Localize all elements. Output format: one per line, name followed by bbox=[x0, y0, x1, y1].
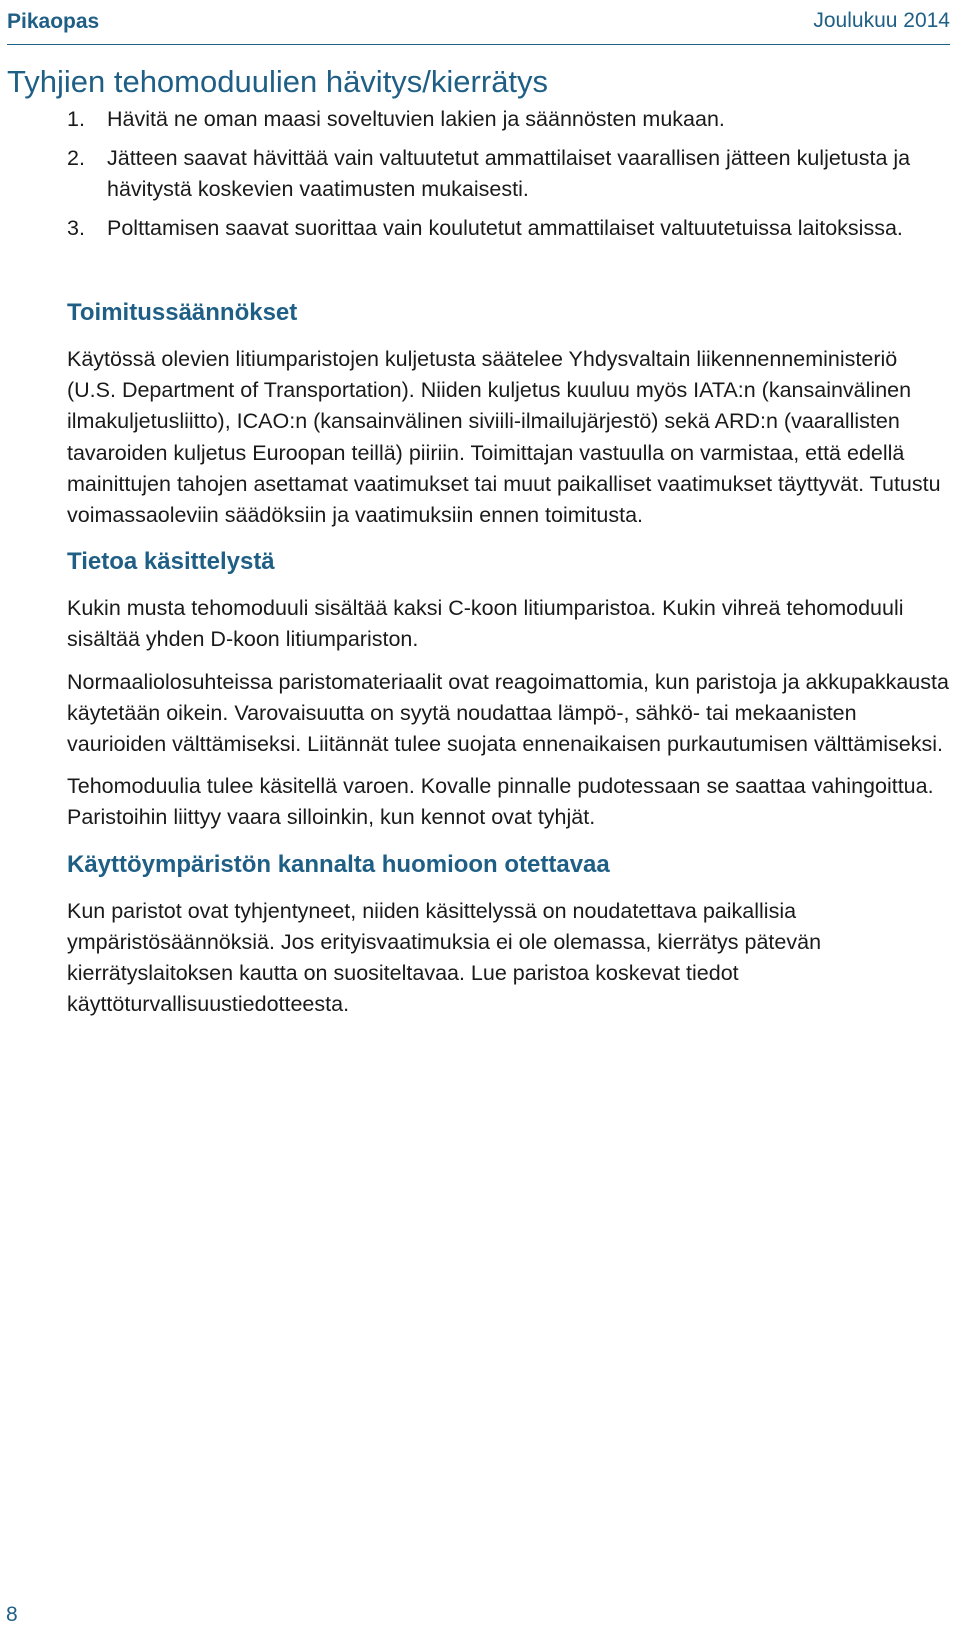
step-number: 2. bbox=[67, 146, 85, 170]
handling-paragraph: Kukin musta tehomoduuli sisältää kaksi C-koon litiumparistoa. Kukin vihreä tehomoduuli sisältää yhden D-koon litiumpariston. bbox=[67, 596, 904, 652]
step-text: Jätteen saavat hävittää vain valtuutetut ammattilaiset vaarallisen jätteen kuljetusta ja hävitystä koskevien vaatimusten mukaisesti. bbox=[107, 146, 911, 201]
section-heading-environment: Käyttöympäristön kannalta huomioon otettavaa bbox=[67, 850, 610, 878]
section-heading-shipping: Toimitussäännökset bbox=[67, 299, 298, 326]
disposal-steps-list bbox=[67, 104, 927, 252]
list-item bbox=[67, 143, 927, 205]
page-number: 8 bbox=[6, 1603, 18, 1626]
step-text: Polttamisen saavat suorittaa vain koulutetut ammattilaiset valtuutetuissa laitoksissa. bbox=[107, 216, 903, 240]
step-text: Hävitä ne oman maasi soveltuvien lakien ja säännösten mukaan. bbox=[107, 107, 725, 131]
document-date: Joulukuu 2014 bbox=[813, 9, 950, 32]
page-header bbox=[7, 6, 950, 45]
page-title: Tyhjien tehomoduulien hävitys/kierrätys bbox=[7, 64, 549, 99]
environment-paragraph: Kun paristot ovat tyhjentyneet, niiden käsittelyssä on noudatettava paikallisia ympäristösäännöksiä. Jos erityisvaatimuksia ei ole olemassa, kierrätys pätevän kierrätyslaitoksen kautta on suositeltavaa. Lue paristoa koskevat tiedot käyttöturvallisuustiedotteesta. bbox=[67, 898, 822, 1017]
list-item bbox=[67, 213, 927, 244]
document-body bbox=[67, 296, 952, 1020]
section-heading-handling: Tietoa käsittelystä bbox=[67, 548, 275, 576]
guide-label: Pikaopas bbox=[7, 10, 100, 33]
list-item bbox=[67, 104, 927, 135]
handling-paragraph: Normaaliolosuhteissa paristomateriaalit ovat reagoimattomia, kun paristoja ja akkupakkausta käytetään oikein. Varovaisuutta on syytä noudattaa lämpö-, sähkö- tai mekaanisten vaurioiden välttämiseksi. Liitännät tulee suojata ennenaikaisen purkautumisen välttämiseksi. bbox=[67, 669, 949, 757]
step-number: 1. bbox=[67, 107, 85, 131]
shipping-paragraph: Käytössä olevien litiumparistojen kuljetusta säätelee Yhdysvaltain liikennenneministeriö (U.S. Department of Transportation). Niiden kuljetus kuuluu myös IATA:n (kansainvälinen ilmakuljetusliitto), ICAO:n (kansainvälinen siviili-ilmailujärjestö) sekä ARD:n (vaarallisten tavaroiden kuljetus Euroopan teillä) piiriin. Toimittajan vastuulla on varmistaa, että edellä mainittujen tahojen asettamat vaatimukset tai muut paikalliset vaatimukset täyttyvät. Tutustu voimassaoleviin säädöksiin ja vaatimuksiin ennen toimitusta. bbox=[67, 347, 941, 528]
handling-paragraph: Tehomoduulia tulee käsitellä varoen. Kovalle pinnalle pudotessaan se saattaa vahingoittua. Paristoihin liittyy vaara silloinkin, kun kennot ovat tyhjät. bbox=[67, 774, 934, 830]
step-number: 3. bbox=[67, 216, 85, 240]
